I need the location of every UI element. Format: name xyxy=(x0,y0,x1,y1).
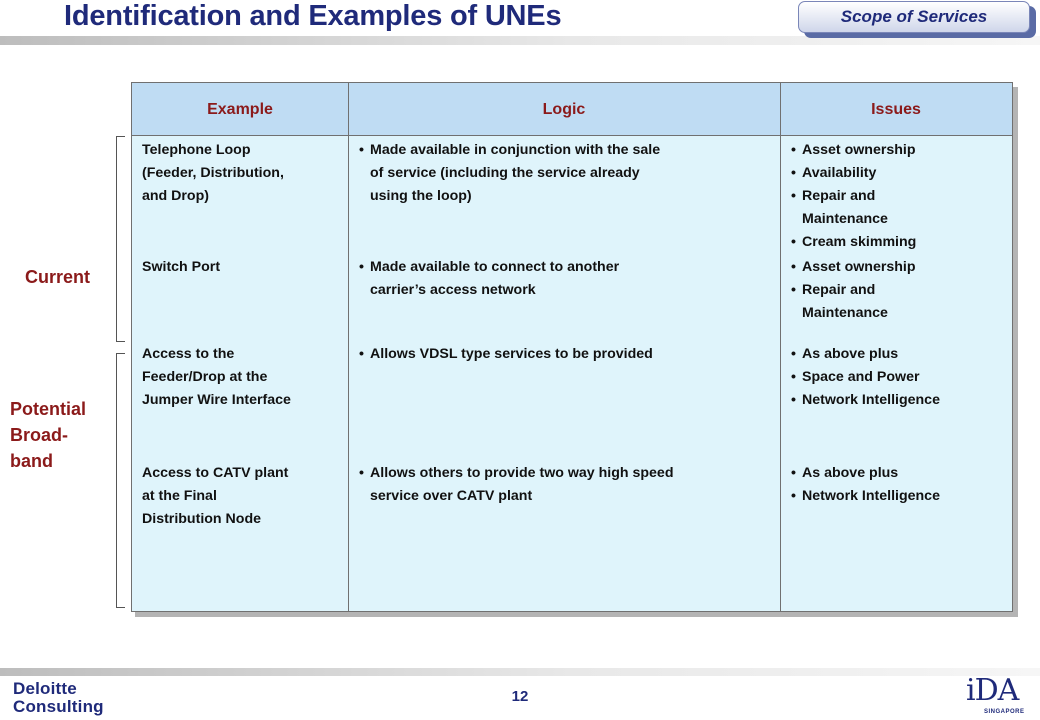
issue-line: • Network Intelligence xyxy=(802,392,940,408)
issue-bullet xyxy=(788,256,1008,279)
une-table xyxy=(131,82,1013,612)
issue-bullet xyxy=(788,279,1008,325)
example-line: and Drop) xyxy=(142,188,209,204)
issues-cell xyxy=(788,139,1008,254)
issue-line: • Network Intelligence xyxy=(802,488,940,504)
logic-bullet xyxy=(356,256,776,302)
issue-line: • As above plus xyxy=(802,346,899,362)
issue-line: • Repair and xyxy=(802,188,876,204)
example-cell xyxy=(142,139,342,208)
logic-cell xyxy=(356,343,776,366)
issue-line: • Repair and xyxy=(802,282,876,298)
current-label: Current xyxy=(25,267,91,287)
ida-logo xyxy=(966,673,1032,715)
example-line: at the Final xyxy=(142,488,217,504)
issues-cell xyxy=(788,343,1008,412)
logic-line: of service (including the service already xyxy=(370,165,640,181)
issue-line: • Availability xyxy=(802,165,877,181)
ida-logo-subtext: SINGAPORE xyxy=(984,709,1025,715)
logic-cell xyxy=(356,256,776,302)
logic-line: • Made available in conjunction with the sale xyxy=(370,142,661,158)
potential-label-line: Broad- xyxy=(10,425,68,445)
header-issues: Issues xyxy=(871,100,921,118)
example-line: Jumper Wire Interface xyxy=(142,392,291,408)
example-line: Switch Port xyxy=(142,259,221,275)
logic-line: • Made available to connect to another xyxy=(370,259,620,275)
issue-bullet xyxy=(788,343,1008,366)
example-line: Feeder/Drop at the xyxy=(142,369,268,385)
logic-cell xyxy=(356,462,776,508)
footer-divider xyxy=(0,668,1040,676)
issue-bullet xyxy=(788,485,1008,508)
logic-cell xyxy=(356,139,776,208)
issue-bullet xyxy=(788,162,1008,185)
example-line: Access to the xyxy=(142,346,235,362)
current-bracket xyxy=(116,136,125,342)
column-divider xyxy=(348,83,349,611)
table-header xyxy=(132,83,1012,136)
issue-line: • Space and Power xyxy=(802,369,920,385)
logic-line: service over CATV plant xyxy=(370,488,533,504)
logic-line: • Allows VDSL type services to be provided xyxy=(370,346,653,362)
issue-line: Maintenance xyxy=(802,305,888,321)
issue-bullet xyxy=(788,185,1008,231)
issue-line: • Asset ownership xyxy=(802,142,916,158)
ida-logo-text: iDA xyxy=(966,673,1019,708)
issue-bullet xyxy=(788,462,1008,485)
logo-line: Deloitte xyxy=(13,679,77,698)
issues-cell xyxy=(788,256,1008,325)
example-line: Distribution Node xyxy=(142,511,262,527)
potential-label-line: band xyxy=(10,451,53,471)
page-number: 12 xyxy=(511,688,529,705)
potential-broadband-label xyxy=(10,396,86,474)
logic-bullet xyxy=(356,139,776,208)
deloitte-logo xyxy=(13,680,104,716)
issue-bullet xyxy=(788,389,1008,412)
issue-line: • As above plus xyxy=(802,465,899,481)
example-line: (Feeder, Distribution, xyxy=(142,165,284,181)
issue-bullet xyxy=(788,231,1008,254)
header-logic: Logic xyxy=(542,100,586,118)
logic-bullet xyxy=(356,343,776,366)
example-cell xyxy=(142,462,342,531)
issues-cell xyxy=(788,462,1008,508)
logic-line: carrier’s access network xyxy=(370,282,536,298)
page-title: Identification and Examples of UNEs xyxy=(64,0,562,32)
issue-line: • Asset ownership xyxy=(802,259,916,275)
issue-bullet xyxy=(788,366,1008,389)
issue-line: • Cream skimming xyxy=(802,234,917,250)
potential-label-line: Potential xyxy=(10,399,87,419)
logic-line: • Allows others to provide two way high speed xyxy=(370,465,674,481)
scope-badge: Scope of Services xyxy=(798,1,1030,33)
example-cell xyxy=(142,256,342,279)
example-line: Access to CATV plant xyxy=(142,465,289,481)
issue-line: Maintenance xyxy=(802,211,888,227)
logo-line: Consulting xyxy=(13,697,104,716)
issue-bullet xyxy=(788,139,1008,162)
column-divider xyxy=(780,83,781,611)
example-line: Telephone Loop xyxy=(142,142,251,158)
header-example: Example xyxy=(207,100,273,118)
logic-bullet xyxy=(356,462,776,508)
potential-bracket xyxy=(116,353,125,608)
example-cell xyxy=(142,343,342,412)
logic-line: using the loop) xyxy=(370,188,472,204)
